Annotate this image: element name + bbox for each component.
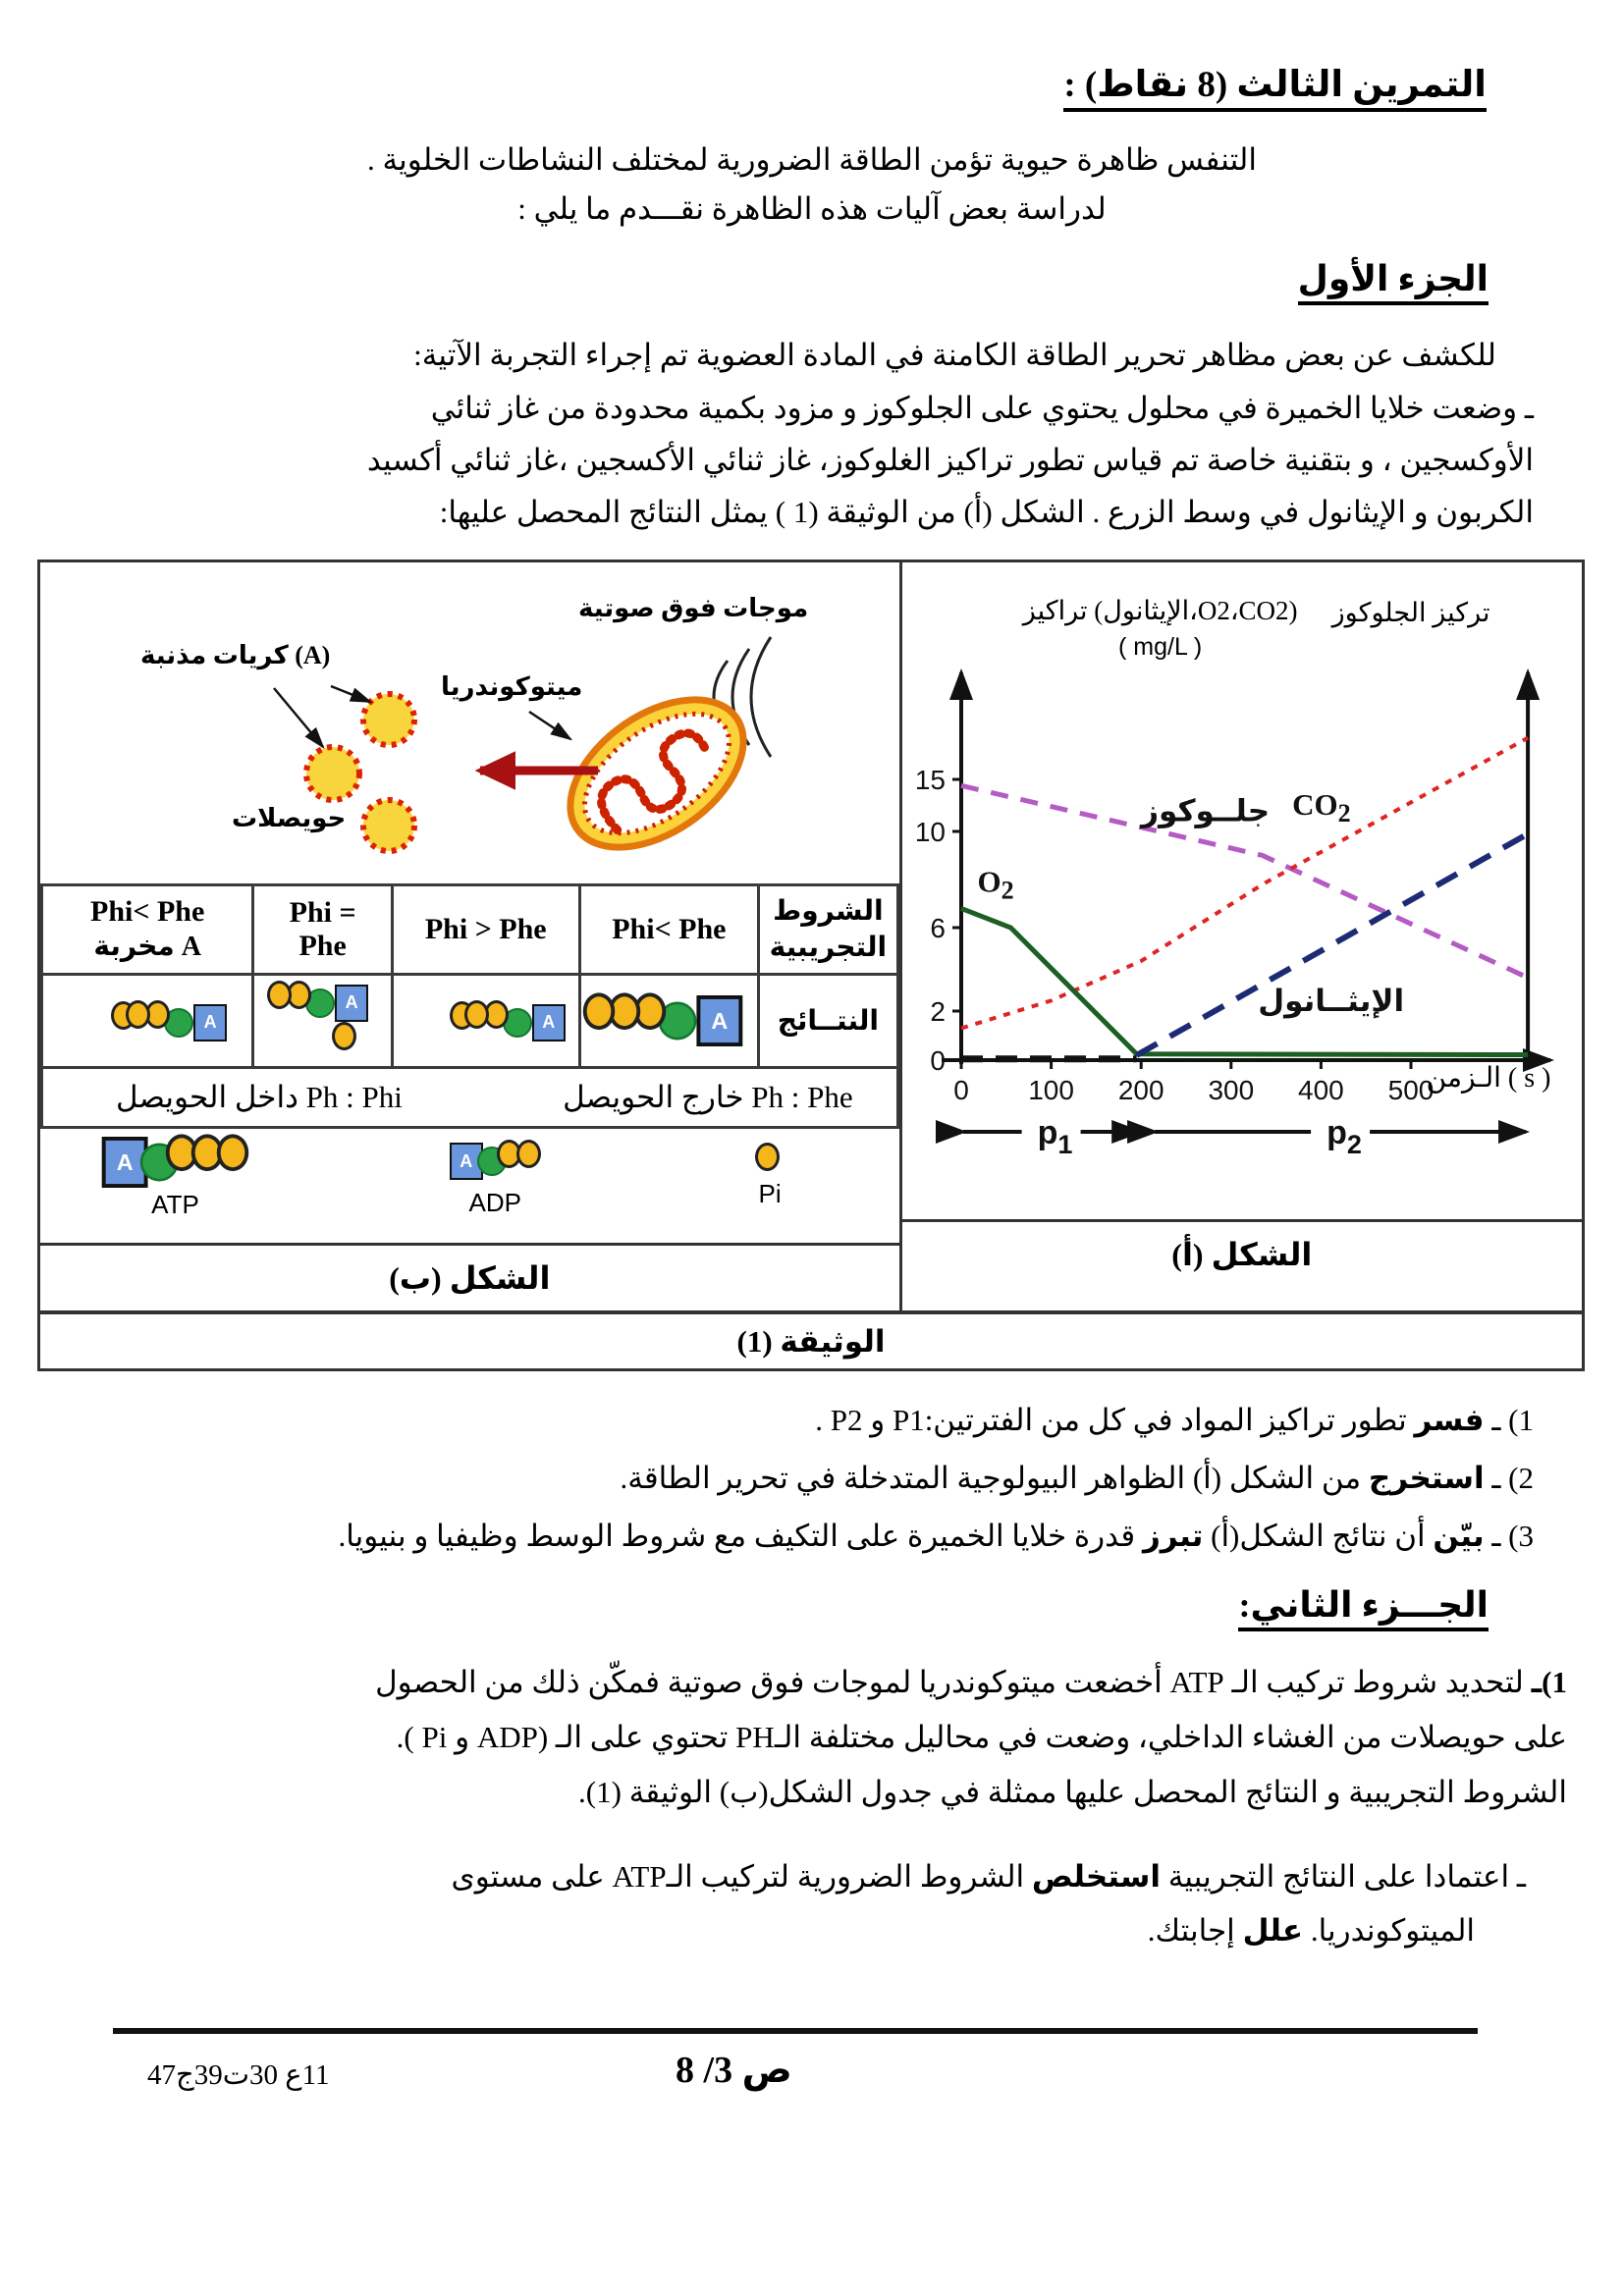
conditions-header-cell: الشروط التجريبية [759, 885, 898, 975]
footer-rule [113, 2028, 1478, 2034]
granules-label: كريات مذنبة (A) [140, 641, 331, 670]
legend-pi: Pi [759, 1143, 782, 1209]
part1-paragraph [54, 329, 1534, 538]
condition-cell-3: Phi = Phe [253, 885, 393, 975]
document-1-figure [37, 560, 1585, 1371]
condition-cell-2: Phi > Phe [392, 885, 579, 975]
document-caption: الوثيقة (1) [40, 1310, 1582, 1368]
pi-icon [332, 1022, 356, 1050]
paragraph-line: على حويصلات من الغشاء الداخلي، وضعت في محاليل مختلفة الـPH تحتوي على الـ (ADP و Pi ). [396, 1720, 1567, 1755]
condition-cell-4: Phi< Phe A مخربة [42, 885, 253, 975]
vesicle-icon [306, 747, 359, 800]
adp-molecule-icon: A [474, 1004, 566, 1041]
legend-adp: A ADP [450, 1143, 541, 1218]
svg-text:2: 2 [930, 996, 946, 1028]
task-line: الميتوكوندريا. علل إجابتك. [1147, 1913, 1475, 1949]
intro-paragraph [0, 135, 1624, 233]
adp-molecule-icon: A [450, 1143, 541, 1180]
right-axis-title: تركيز الجلوكوز [1331, 598, 1490, 628]
results-header-cell: النتــائج [759, 975, 898, 1068]
figure-b-caption: الشكل (ب) [40, 1243, 899, 1310]
ph-note-row [42, 1068, 898, 1128]
footer-code: 11ع 30ت39ج47 [147, 2059, 330, 2091]
figure-a-panel [902, 562, 1582, 1310]
svg-text:200: 200 [1117, 1075, 1164, 1106]
part2-heading: الجـــزء الثاني: [0, 1584, 1489, 1626]
legend-atp: A ATP [119, 1143, 232, 1220]
result-adp-pi-cell [392, 975, 579, 1068]
paragraph-line: الشروط التجريبية و النتائج المحصل عليها ممثلة في جدول الشكل(ب) الوثيقة (1). [578, 1774, 1567, 1809]
question-3: 3) ـ بيّن أن نتائج الشكل(أ) تبرز قدرة خلايا الخميرة على التكيف مع شروط الوسط وظيفيا و بنيويا. [338, 1519, 1534, 1554]
svg-text:الإيثــانول: الإيثــانول [1257, 984, 1404, 1019]
ph-inside-note: Ph : Phi داخل الحويصل [116, 1080, 403, 1115]
granule-pointer-arrow [331, 686, 370, 702]
atp-molecule-icon: A [102, 1137, 249, 1188]
mitochondria-ultrasound-diagram [40, 562, 899, 883]
condition-cell-1: Phi< Phe [579, 885, 759, 975]
figure-b-panel [40, 562, 902, 1310]
question-1: 1) ـ فسر تطور تراكيز المواد في كل من الفترتين:P1 و P2 . [815, 1403, 1534, 1438]
adp-molecule-icon: A [135, 1004, 227, 1041]
result-atp-cell [579, 975, 759, 1068]
mitochondria-label: ميتوكوندريا [441, 672, 583, 702]
svg-text:0: 0 [952, 1075, 969, 1106]
intro-line-2: لدراسة بعض آليات هذه الظاهرة نقـــدم ما يلي : [517, 190, 1107, 226]
result-adp-pi-cell [253, 975, 393, 1068]
vesicle-icon [363, 694, 414, 745]
part1-heading: الجزء الأول [0, 258, 1489, 299]
paragraph-line: الأوكسجين ، و بتقنية خاصة تم قياس تطور تراكيز الغلوكوز، غاز ثنائي الأكسجين ،غاز ثنائي أكسيد [366, 442, 1534, 477]
svg-text:0: 0 [930, 1045, 946, 1077]
part2-paragraph [54, 1655, 1567, 1819]
page-number: ص 3/ 8 [676, 2050, 792, 2091]
granule-pointer-arrow [274, 688, 323, 747]
part1-questions [54, 1399, 1534, 1559]
question-2: 2) ـ استخرج من الشكل (أ) الظواهر البيولوجية المتدخلة في تحرير الطاقة. [620, 1461, 1534, 1496]
result-adp-pi-cell [42, 975, 253, 1068]
svg-text:300: 300 [1208, 1075, 1254, 1106]
svg-text:500: 500 [1387, 1075, 1434, 1106]
paragraph-line: ـ وضعت خلايا الخميرة في محلول يحتوي على الجلوكوز و مزود بكمية محدودة من غاز ثنائي [430, 390, 1534, 425]
pi-icon [755, 1143, 780, 1171]
svg-text:6: 6 [930, 913, 946, 944]
svg-text:p1: $p_1$ [1037, 1114, 1073, 1160]
svg-text:15: 15 [914, 765, 946, 796]
vesicle-icon [363, 800, 414, 851]
adp-molecule-icon: A [277, 985, 368, 1022]
figure-a-caption: الشكل (أ) [902, 1219, 1582, 1287]
ultrasound-label: موجات فوق صوتية [578, 594, 809, 623]
x-axis-title: الـزمن ( s ) [1426, 1063, 1551, 1095]
exercise-title: التمرين الثالث (8 نقاط) : [0, 63, 1487, 106]
conditions-results-table [40, 883, 899, 1129]
paragraph-line: للكشف عن بعض مظاهر تحرير الطاقة الكامنة في المادة العضوية تم إجراء التجربة الآتية: [413, 338, 1496, 373]
svg-text:جلــوكوز: جلــوكوز [1140, 793, 1270, 828]
vesicles-label: حويصلات [232, 804, 347, 833]
task-line: ـ اعتمادا على النتائج التجريبية استخلص الشروط الضرورية لتركيب الـATP على مستوى [451, 1858, 1526, 1894]
ph-outside-note: Ph : Phe خارج الحويصل [563, 1080, 853, 1115]
paragraph-line: الكربون و الإيثانول في وسط الزرع . الشكل (أ) من الوثيقة (1 ) يمثل النتائج المحصل عليها: [439, 495, 1534, 530]
intro-line-1: التنفس ظاهرة حيوية تؤمن الطاقة الضرورية لمختلف النشاطات الخلوية . [366, 142, 1257, 177]
molecule-legend [40, 1129, 899, 1243]
svg-text:10: 10 [914, 817, 946, 848]
svg-text:p2: $p_2$ [1326, 1114, 1362, 1160]
left-axis-title: تراكيز (الإيثانول،O2،CO2) [1022, 596, 1298, 626]
svg-text:O2: $O_2$ [977, 864, 1014, 905]
left-axis-unit: ( mg/L ) [1118, 633, 1203, 662]
part2-task [54, 1849, 1526, 1959]
mitochondria-pointer-arrow [529, 712, 570, 739]
atp-molecule-icon: A [596, 995, 743, 1046]
svg-text:CO2: $CO_2$ [1291, 787, 1351, 828]
paragraph-line: 1)ـ لتحديد شروط تركيب الـ ATP أخضعت ميتوكوندريا لموجات فوق صوتية فمكّن ذلك من الحصول [375, 1665, 1567, 1700]
svg-text:400: 400 [1297, 1075, 1344, 1106]
concentration-chart [902, 562, 1582, 1219]
svg-text:100: 100 [1027, 1075, 1074, 1106]
